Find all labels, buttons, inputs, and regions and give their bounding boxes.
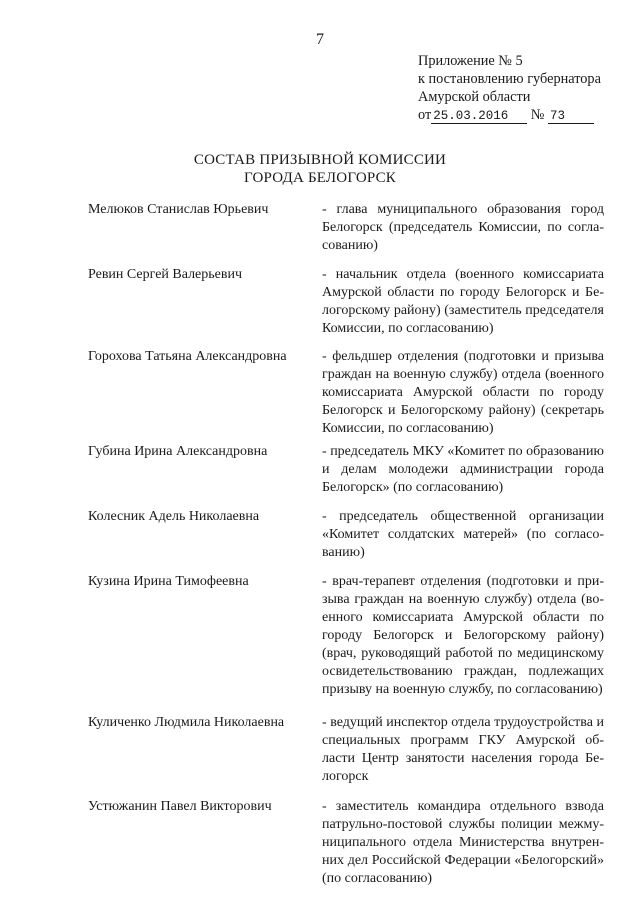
annex-block	[418, 52, 628, 124]
member-role: - заместитель командира отдельного взвода патрульно-постовой службы полиции межмуниципального отдела Министерства внутренних дел Российской Федерации «Белогорский» (по согласованию)	[322, 799, 604, 886]
member-name: Колесник Адель Николаевна	[88, 509, 260, 524]
heading-line-1: СОСТАВ ПРИЗЫВНОЙ КОМИССИИ	[193, 152, 447, 168]
annex-line-decree: к постановлению губернатора	[418, 71, 601, 87]
annex-number-prefix: №	[530, 107, 545, 123]
document-heading	[0, 151, 640, 187]
member-name: Ревин Сергей Валерьевич	[88, 267, 243, 282]
member-role: - врач-терапевт отделения (подготовки и призыва граждан на военную службу) отдела (военного комиссариата Амурской области по городу Белогорск и Белогорскому району) (врач, руководящий работой по медицинскому освидетельствованию граждан, подлежащих призыву на военную службу, по согласованию)	[322, 574, 604, 697]
annex-date-row	[418, 106, 628, 124]
annex-date-prefix: от	[418, 107, 432, 123]
member-name: Кузина Ирина Тимофеевна	[88, 574, 249, 589]
member-role: - глава муниципального образования город Белогорск (председатель Комиссии, по согласованию)	[322, 202, 604, 253]
member-role: - ведущий инспектор отдела трудоустройства и специальных программ ГКУ Амурской области Центр занятости населения города Белогорск	[322, 715, 604, 784]
member-role: - председатель общественной организации «Комитет солдатских матерей» (по согласованию)	[322, 509, 604, 560]
member-role: - фельдшер отделения (подготовки и призыва граждан на военную службу) отдела (военного комиссариата Амурской области по городу Белогорск и Белогорскому району) (секретарь Комиссии, по согласованию)	[322, 349, 604, 436]
annex-title: Приложение № 5	[418, 53, 523, 69]
member-role: - председатель МКУ «Комитет по образованию и делам молодежи администрации города Белогорск» (по согласованию)	[322, 444, 604, 495]
heading-line-2: ГОРОДА БЕЛОГОРСК	[243, 170, 396, 186]
member-name: Губина Ирина Александровна	[88, 444, 268, 459]
annex-date: 25.03.2016	[431, 109, 527, 124]
member-name: Куличенко Людмила Николаевна	[88, 715, 285, 730]
member-name: Устюжанин Павел Викторович	[88, 799, 272, 814]
member-role: - начальник отдела (военного комиссариата Амурской области по городу Белогорск и Белогорскому району) (заместитель председателя Комиссии, по согласованию)	[322, 267, 604, 336]
page-number: 7	[316, 31, 324, 48]
annex-line-region: Амурской области	[418, 89, 531, 105]
member-name: Мелюков Станислав Юрьевич	[88, 202, 269, 217]
member-name: Горохова Татьяна Александровна	[88, 349, 287, 364]
annex-number: 73	[548, 109, 594, 124]
